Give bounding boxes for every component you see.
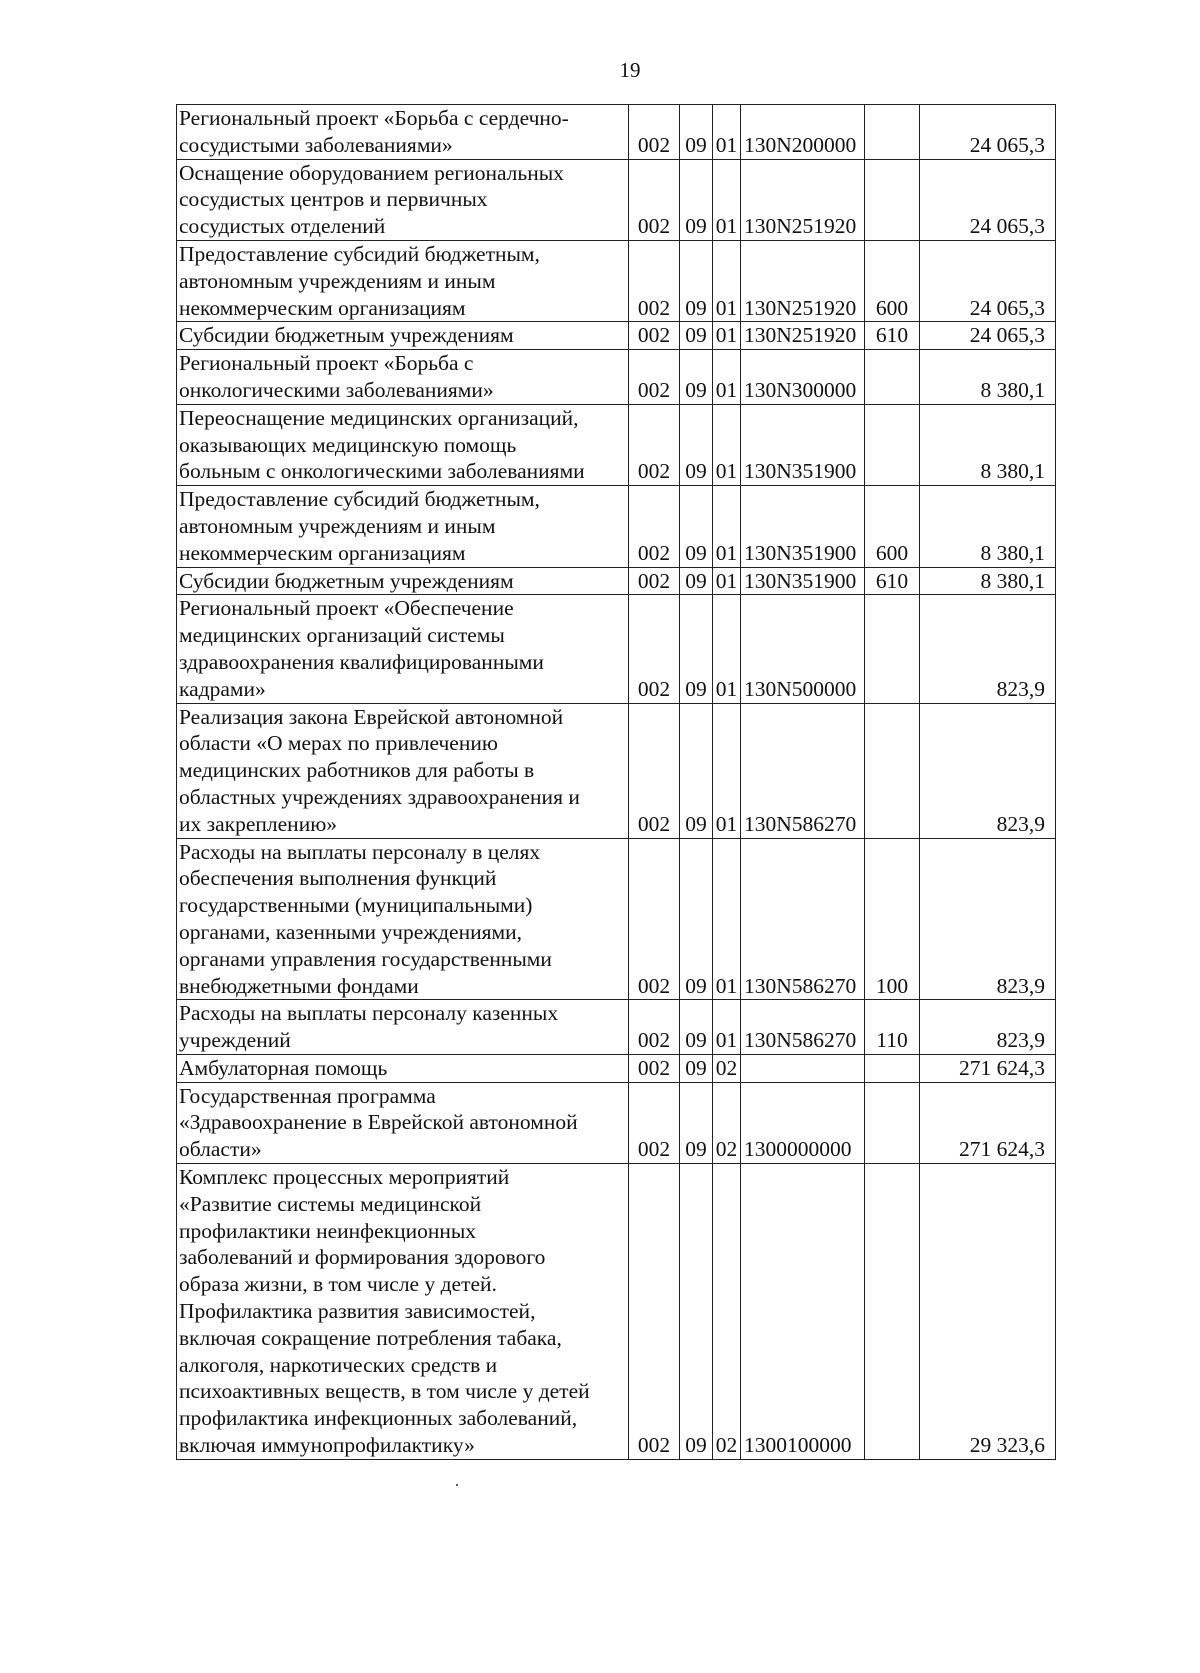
section-code-cell: 09 [680,838,713,1000]
target-article-cell: 1300000000 [741,1082,865,1163]
section-code-cell: 09 [680,240,713,321]
expense-type-cell [865,105,920,160]
expense-type-cell: 110 [865,1000,920,1055]
section-code-cell: 09 [680,404,713,485]
ministry-code-cell: 002 [629,567,680,595]
item-name-line: Государственная программа [179,1083,436,1108]
ministry-code-cell: 002 [629,159,680,240]
expense-type-cell [865,1054,920,1082]
amount-cell: 24 065,3 [920,240,1056,321]
table-row [177,1164,1056,1460]
section-code-cell: 09 [680,703,713,838]
table-row [177,703,1056,838]
subsection-code-cell: 01 [713,159,741,240]
item-name-line: профилактика инфекционных заболеваний, [179,1406,578,1431]
expense-type-cell [865,1082,920,1163]
item-name-line: сосудистых отделений [179,214,386,239]
table-row [177,350,1056,405]
target-article-cell: 130N251920 [741,159,865,240]
target-article-cell: 130N586270 [741,703,865,838]
page-number: 19 [619,58,641,82]
subsection-code-cell: 01 [713,486,741,567]
item-name-cell [177,1000,629,1055]
amount-cell: 823,9 [920,838,1056,1000]
subsection-code-cell: 02 [713,1082,741,1163]
item-name-line: органами управления государственными [179,946,552,971]
table-row [177,1054,1056,1082]
subsection-code-cell: 02 [713,1054,741,1082]
ministry-code-cell: 002 [629,486,680,567]
target-article-cell: 1300100000 [741,1164,865,1460]
expense-type-cell: 600 [865,240,920,321]
item-name-cell [177,1082,629,1163]
target-article-cell: 130N351900 [741,567,865,595]
item-name-cell [177,1054,629,1082]
budget-table [176,104,1056,1460]
item-name-line: обеспечения выполнения функций [179,866,497,891]
subsection-code-cell: 01 [713,567,741,595]
target-article-cell [741,1054,865,1082]
amount-cell: 29 323,6 [920,1164,1056,1460]
amount-cell: 8 380,1 [920,404,1056,485]
item-name-line: больным с онкологическими заболеваниями [179,459,585,484]
item-name-line: Амбулаторная помощь [179,1055,388,1080]
ministry-code-cell: 002 [629,322,680,350]
target-article-cell: 130N251920 [741,322,865,350]
subsection-code-cell: 01 [713,595,741,703]
item-name-cell [177,703,629,838]
target-article-cell: 130N251920 [741,240,865,321]
item-name-line: «Здравоохранение в Еврейской автономной [179,1110,578,1135]
item-name-cell [177,105,629,160]
item-name-cell [177,838,629,1000]
section-code-cell: 09 [680,486,713,567]
section-code-cell: 09 [680,1054,713,1082]
item-name-line: учреждений [179,1028,291,1053]
amount-cell: 271 624,3 [920,1054,1056,1082]
section-code-cell: 09 [680,1000,713,1055]
expense-type-cell [865,159,920,240]
item-name-cell [177,322,629,350]
ministry-code-cell: 002 [629,1082,680,1163]
table-row [177,159,1056,240]
item-name-line: заболеваний и формирования здорового [179,1245,546,1270]
amount-cell: 823,9 [920,1000,1056,1055]
target-article-cell: 130N500000 [741,595,865,703]
item-name-line: автономным учреждениям и иным [179,513,496,538]
table-row [177,240,1056,321]
amount-cell: 24 065,3 [920,105,1056,160]
ministry-code-cell: 002 [629,838,680,1000]
expense-type-cell [865,1164,920,1460]
ministry-code-cell: 002 [629,105,680,160]
item-name-line: профилактики неинфекционных [179,1218,477,1243]
section-code-cell: 09 [680,105,713,160]
subsection-code-cell: 01 [713,240,741,321]
item-name-cell [177,350,629,405]
ministry-code-cell: 002 [629,703,680,838]
section-code-cell: 09 [680,159,713,240]
target-article-cell: 130N586270 [741,838,865,1000]
item-name-line: «Развитие системы медицинской [179,1191,482,1216]
table-row [177,1000,1056,1055]
item-name-cell [177,567,629,595]
item-name-line: Региональный проект «Обеспечение [179,596,514,621]
item-name-line: государственными (муниципальными) [179,893,533,918]
item-name-line: Комплекс процессных мероприятий [179,1165,510,1190]
target-article-cell: 130N200000 [741,105,865,160]
table-row [177,595,1056,703]
amount-cell: 8 380,1 [920,567,1056,595]
amount-cell: 271 624,3 [920,1082,1056,1163]
item-name-line: Реализация закона Еврейской автономной [179,704,564,729]
item-name-line: Расходы на выплаты персоналу в целях [179,839,541,864]
item-name-line: некоммерческим организациям [179,540,466,565]
expense-type-cell [865,703,920,838]
section-code-cell: 09 [680,595,713,703]
section-code-cell: 09 [680,350,713,405]
subsection-code-cell: 01 [713,838,741,1000]
item-name-line: сосудистых центров и первичных [179,187,488,212]
item-name-cell [177,595,629,703]
item-name-line: их закреплению» [179,811,338,836]
section-code-cell: 09 [680,567,713,595]
target-article-cell: 130N351900 [741,486,865,567]
item-name-line: некоммерческим организациям [179,295,466,320]
item-name-cell [177,486,629,567]
section-code-cell: 09 [680,1164,713,1460]
item-name-line: Переоснащение медицинских организаций, [179,405,579,430]
subsection-code-cell: 01 [713,404,741,485]
target-article-cell: 130N300000 [741,350,865,405]
amount-cell: 823,9 [920,703,1056,838]
ministry-code-cell: 002 [629,1000,680,1055]
item-name-line: Оснащение оборудованием региональных [179,160,564,185]
item-name-line: медицинских работников для работы в [179,758,535,783]
table-row [177,404,1056,485]
item-name-line: здравоохранения квалифицированными [179,649,544,674]
item-name-line: Предоставление субсидий бюджетным, [179,487,540,512]
table-row [177,838,1056,1000]
ministry-code-cell: 002 [629,350,680,405]
ministry-code-cell: 002 [629,1164,680,1460]
amount-cell: 8 380,1 [920,350,1056,405]
amount-cell: 8 380,1 [920,486,1056,567]
item-name-line: Расходы на выплаты персоналу казенных [179,1001,559,1026]
item-name-cell [177,159,629,240]
item-name-line: онкологическими заболеваниями» [179,377,494,402]
item-name-line: оказывающих медицинскую помощь [179,432,517,457]
section-code-cell: 09 [680,1082,713,1163]
scan-speck [456,1484,458,1486]
item-name-line: включая сокращение потребления табака, [179,1325,562,1350]
subsection-code-cell: 02 [713,1164,741,1460]
item-name-cell [177,240,629,321]
item-name-cell [177,1164,629,1460]
ministry-code-cell: 002 [629,1054,680,1082]
expense-type-cell: 610 [865,567,920,595]
item-name-line: автономным учреждениям и иным [179,268,496,293]
item-name-line: области» [179,1137,262,1162]
item-name-line: Региональный проект «Борьба с сердечно- [179,106,569,130]
table-row [177,1082,1056,1163]
ministry-code-cell: 002 [629,595,680,703]
ministry-code-cell: 002 [629,404,680,485]
table-row [177,105,1056,160]
amount-cell: 24 065,3 [920,159,1056,240]
target-article-cell: 130N351900 [741,404,865,485]
table-body [177,105,1056,1460]
subsection-code-cell: 01 [713,322,741,350]
item-name-line: образа жизни, в том числе у детей. [179,1272,497,1297]
subsection-code-cell: 01 [713,703,741,838]
section-code-cell: 09 [680,322,713,350]
item-name-line: Профилактика развития зависимостей, [179,1299,536,1324]
item-name-line: областных учреждениях здравоохранения и [179,784,580,809]
table-row [177,322,1056,350]
expense-type-cell: 610 [865,322,920,350]
item-name-cell [177,404,629,485]
item-name-line: сосудистыми заболеваниями» [179,132,453,157]
item-name-line: алкоголя, наркотических средств и [179,1352,498,1377]
item-name-line: Региональный проект «Борьба с [179,351,474,376]
target-article-cell: 130N586270 [741,1000,865,1055]
item-name-line: кадрами» [179,676,266,701]
ministry-code-cell: 002 [629,240,680,321]
item-name-line: психоактивных веществ, в том числе у детей [179,1379,590,1404]
item-name-line: медицинских организаций системы [179,623,505,648]
expense-type-cell: 600 [865,486,920,567]
amount-cell: 823,9 [920,595,1056,703]
item-name-line: внебюджетными фондами [179,973,419,998]
item-name-line: Предоставление субсидий бюджетным, [179,241,540,266]
expense-type-cell: 100 [865,838,920,1000]
table-row [177,486,1056,567]
expense-type-cell [865,404,920,485]
amount-cell: 24 065,3 [920,322,1056,350]
expense-type-cell [865,595,920,703]
expense-type-cell [865,350,920,405]
subsection-code-cell: 01 [713,350,741,405]
subsection-code-cell: 01 [713,1000,741,1055]
subsection-code-cell: 01 [713,105,741,160]
item-name-line: области «О мерах по привлечению [179,731,498,756]
table-row [177,567,1056,595]
item-name-line: включая иммунопрофилактику» [179,1433,475,1458]
item-name-line: Субсидии бюджетным учреждениям [179,568,514,593]
item-name-line: органами, казенными учреждениями, [179,919,522,944]
item-name-line: Субсидии бюджетным учреждениям [179,323,514,348]
